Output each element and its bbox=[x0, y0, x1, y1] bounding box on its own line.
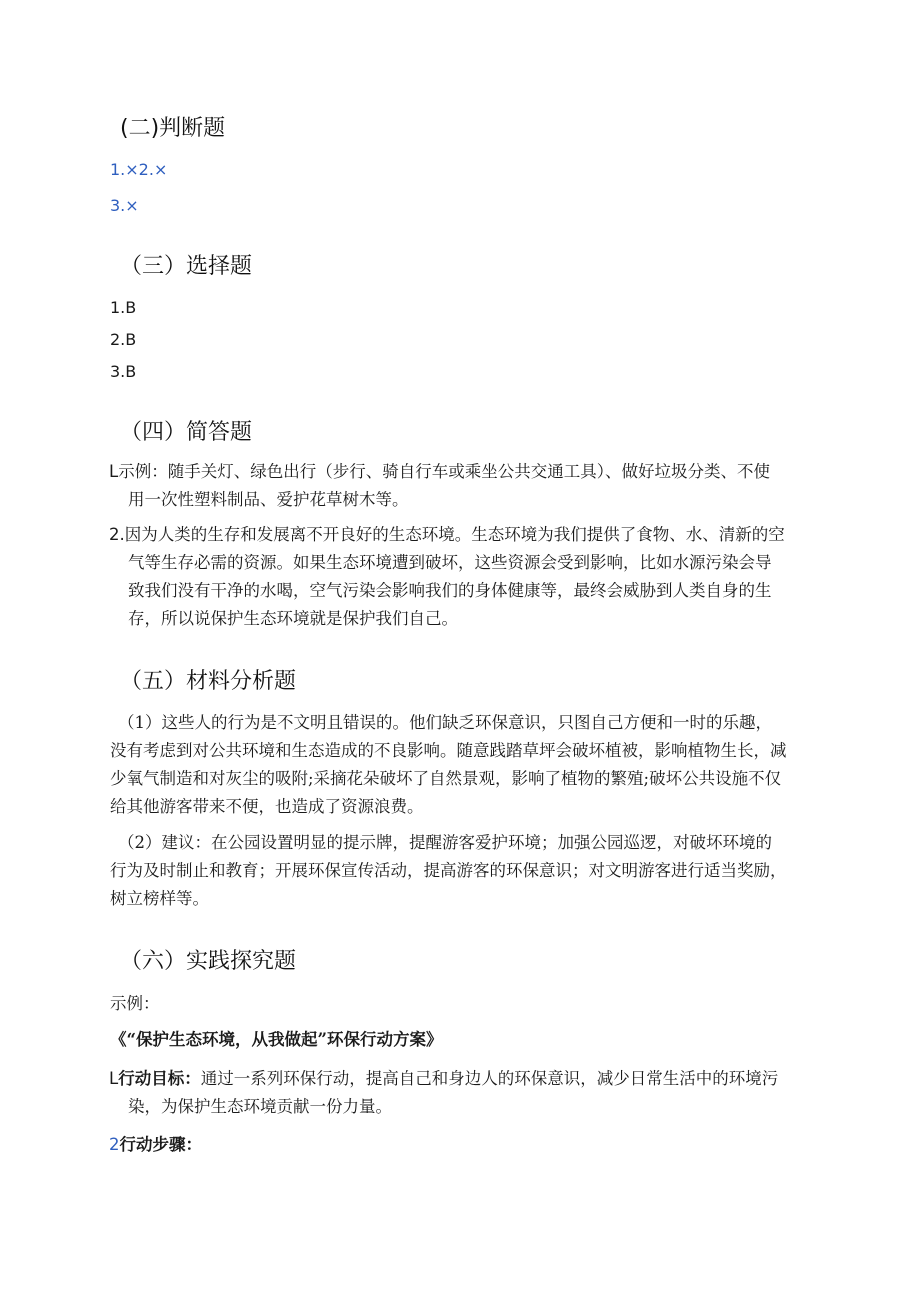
analysis-p1-line-4: 给其他游客带来不便，也造成了资源浪费。 bbox=[110, 797, 424, 816]
short-answer-2-line-2: 气等生存必需的资源。如果生态环境遭到破坏，这些资源会受到影响，比如水源污染会导 bbox=[128, 553, 772, 572]
judgement-answers-line-1: 1.×2.× bbox=[110, 160, 168, 179]
action-goal-line-2: 染，为保护生态环境贡献一份力量。 bbox=[128, 1097, 392, 1116]
section-5-title: （五）材料分析题 bbox=[120, 669, 297, 694]
short-answer-1-prefix: L bbox=[109, 462, 119, 481]
choice-answer-1: 1.B bbox=[110, 298, 137, 317]
short-answer-2-prefix: 2. bbox=[109, 525, 125, 544]
analysis-p2-line-1: （2）建议：在公园设置明显的提示牌，提醒游客爱护环境；加强公园巡逻，对破坏环境的 bbox=[118, 833, 772, 852]
choice-answer-3: 3.B bbox=[110, 362, 137, 381]
short-answer-1-line-2: 用一次性塑料制品、爱护花草树木等。 bbox=[128, 490, 409, 509]
judgement-answers-line-2: 3.× bbox=[110, 196, 139, 215]
section-3-title: （三）选择题 bbox=[120, 254, 253, 279]
short-answer-2-line-3: 致我们没有干净的水喝，空气污染会影响我们的身体健康等，最终会威胁到人类自身的生 bbox=[128, 581, 772, 600]
analysis-p1-line-3: 少氧气制造和对灰尘的吸附;采摘花朵破坏了自然景观，影响了植物的繁殖;破坏公共设施不仅 bbox=[110, 769, 782, 788]
action-goal-prefix: L bbox=[109, 1069, 119, 1088]
action-goal-line-1 bbox=[109, 1068, 778, 1090]
short-answer-1-line-1 bbox=[109, 461, 770, 483]
analysis-p2-line-3: 树立榜样等。 bbox=[110, 889, 209, 908]
action-steps-prefix: 2 bbox=[109, 1135, 120, 1154]
action-steps-label: 行动步骤： bbox=[119, 1135, 202, 1154]
analysis-p1-line-2: 没有考虑到对公共环境和生态造成的不良影响。随意践踏草坪会破坏植被，影响植物生长，减 bbox=[110, 741, 787, 760]
short-answer-1-text: 示例：随手关灯、绿色出行（步行、骑自行车或乘坐公共交通工具）、做好垃圾分类、不使 bbox=[118, 462, 770, 481]
section-4-title: （四）简答题 bbox=[120, 420, 253, 445]
section-2-title: (二)判断题 bbox=[120, 116, 226, 141]
action-goal-label: 行动目标： bbox=[118, 1069, 201, 1088]
plan-title: 《“保护生态环境，从我做起”环保行动方案》 bbox=[110, 1030, 443, 1049]
short-answer-2-text: 因为人类的生存和发展离不开良好的生态环境。生态环境为我们提供了食物、水、清新的空 bbox=[124, 525, 785, 544]
action-steps-heading bbox=[109, 1134, 202, 1156]
section-6-title: （六）实践探究题 bbox=[120, 949, 297, 974]
short-answer-2-line-4: 存，所以说保护生态环境就是保护我们自己。 bbox=[128, 609, 458, 628]
practice-example-label: 示例： bbox=[110, 994, 160, 1013]
choice-answer-2: 2.B bbox=[110, 330, 137, 349]
analysis-p2-line-2: 行为及时制止和教育；开展环保宣传活动，提高游客的环保意识；对文明游客进行适当奖励， bbox=[110, 861, 787, 880]
analysis-p1-line-1: （1）这些人的行为是不文明且错误的。他们缺乏环保意识，只图自己方便和一时的乐趣， bbox=[118, 713, 772, 732]
action-goal-text: 通过一系列环保行动，提高自己和身边人的环保意识，减少日常生活中的环境污 bbox=[200, 1069, 779, 1088]
short-answer-2-line-1 bbox=[109, 524, 785, 546]
